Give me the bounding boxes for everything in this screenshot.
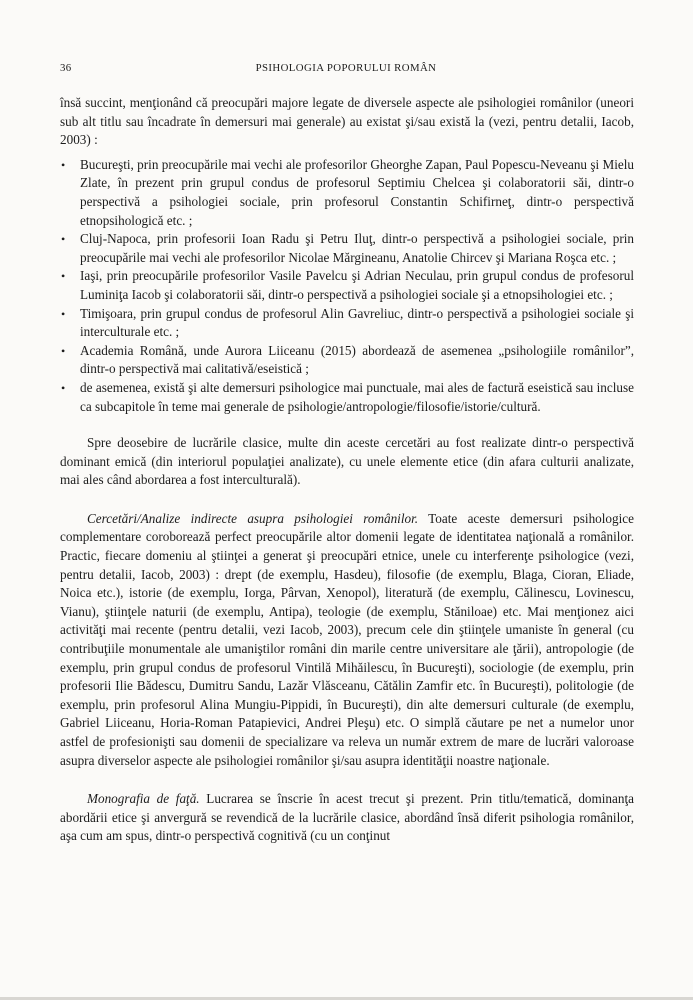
- page-number: 36: [60, 62, 72, 74]
- institutions-list: [60, 156, 634, 416]
- paragraph-this-monograph: [60, 790, 634, 846]
- intro-paragraph: însă succint, menţionând că preocupări majore legate de diversele aspecte ale psihologiei românilor (uneori sub alt titlu sau încadrate în demersuri mai generale) au existat şi/sau există la (vezi, pentru detalii, Iacob, 2003) :: [60, 95, 634, 148]
- list-item-text: Cluj-Napoca, prin profesorii Ioan Radu şi Petru Iluţ, dintr-o perspectivă a psihologiei sociale, prin preocupările mai vechi ale profesorilor Nicolae Mărgineanu, Anatolie Chircev şi Mariana Roşca etc. ;: [80, 231, 634, 265]
- paragraph-text: Lucrarea se înscrie în acest trecut şi prezent. Prin titlu/tematică, dominanţa abordării etice şi anvergură se revendică de la lucrările clasice, abordând însă diferit psihologia românilor, aşa cum am spus, dintr-o perspectivă cognitivă (cu un conţinut: [60, 791, 634, 844]
- bullet-icon: •: [61, 380, 66, 395]
- paragraph-indirect-research: [60, 510, 634, 770]
- list-item-text: Academia Română, unde Aurora Liiceanu (2015) abordează de asemenea „psihologiile românilor”, dintr-o perspectivă mai calitativă/eseistică ;: [80, 342, 634, 377]
- bullet-icon: •: [61, 232, 66, 247]
- bullet-icon: •: [61, 306, 66, 321]
- list-item: [60, 156, 634, 230]
- list-item-text: Bucureşti, prin preocupările mai vechi ale profesorilor Gheorghe Zapan, Paul Popescu-Neveanu şi Mielu Zlate, în prezent prin grupul condus de profesorul Septimiu Chelcea şi colaboratorii săi, dintr-o perspectivă a psihologiei sociale, prin profesorul Constantin Schifirneţ, dintr-o perspectivă etnopsihologică etc. ;: [80, 156, 634, 228]
- bullet-icon: •: [61, 269, 66, 284]
- spacer: [60, 490, 634, 510]
- paragraph-lead-italic: Cercetări/Analize indirecte asupra psihologiei românilor.: [87, 510, 419, 526]
- list-item: [60, 267, 634, 304]
- running-title: PSIHOLOGIA POPORULUI ROMÂN: [255, 62, 437, 74]
- paragraph-lead-italic: Monografia de faţă.: [87, 791, 200, 807]
- paragraph-text: Toate aceste demersuri psihologice complementare coroborează perfect preocupările altor domenii legate de identitatea naţională a românilor. Practic, fiecare domeniu al ştiinţei a generat şi preocupări etnice, unele cu interferenţe psihologice (vezi, pentru detalii, Iacob, 2003) : drept (de exemplu, Hasdeu), filosofie (de exemplu, Blaga, Cioran, Eliade, Noica etc.), istorie (de exemplu, Iorga, Pârvan, Xenopol), literatură (de exemplu, Călinescu, Lovinescu, Vianu), ştiinţele naturii (de exemplu, Antipa), teologie (de exemplu, Stăniloae) etc. Mai menţionez aici activităţi mai recente (pentru detalii, vezi Iacob, 2003), precum cele din ştiinţele umaniste în general (cu contribuţiile monumentale ale umaniştilor români din marile centre universitare ale ţării), antropologie (de exemplu, prin grupul condus de profesorul Vintilă Mihăilescu, în Bucureşti), sociologie (de exemplu, prin profesorii Ilie Bădescu, Dumitru Sandu, Lazăr Vlăsceanu, Cătălin Zamfir etc. în Bucureşti), politologie (de exemplu, prin profesorul Alina Mungiu-Pippidi, în Bucureşti), din alte demersuri culturale (de exemplu, Gabriel Liiceanu, Horia-Roman Patapievici, Andrei Pleşu) etc. O simplă căutare pe net a numelor unor astfel de profesionişti sau domenii de specializare va releva un număr extrem de mare de lucrări valoroase asupra diverselor aspecte ale psihologiei românilor şi/sau asupra identităţii noastre naţionale.: [60, 510, 634, 768]
- paragraph-emic-perspective: Spre deosebire de lucrările clasice, multe din aceste cercetări au fost realizate dintr-o perspectivă dominant emică (din interiorul populaţiei analizate), cu unele elemente etice (din afara culturii analizate, mai ales când abordarea a fost interculturală).: [60, 435, 634, 488]
- list-item: [60, 230, 634, 267]
- list-item: [60, 342, 634, 379]
- list-item-text: Timişoara, prin grupul condus de profesorul Alin Gavreliuc, dintr-o perspectivă a psihologiei sociale şi interculturale etc. ;: [80, 305, 634, 340]
- spacer: [60, 416, 634, 434]
- spacer: [60, 770, 634, 790]
- page-body: [60, 94, 634, 846]
- bullet-icon: •: [61, 343, 66, 358]
- list-item-text: Iaşi, prin preocupările profesorilor Vasile Pavelcu şi Adrian Neculau, prin grupul condus de profesorul Luminiţa Iacob şi colaboratorii săi, dintr-o perspectivă a psihologiei sociale şi a etnopsihologiei etc. ;: [80, 268, 634, 302]
- page-header: [60, 62, 632, 78]
- list-item: [60, 305, 634, 342]
- list-item: [60, 379, 634, 416]
- bullet-icon: •: [61, 157, 66, 172]
- list-item-text: de asemenea, există şi alte demersuri psihologice mai punctuale, mai ales de factură eseistică sau incluse ca subcapitole în teme mai generale de psihologie/antropologie/filosofie/istorie/cultură.: [80, 379, 634, 414]
